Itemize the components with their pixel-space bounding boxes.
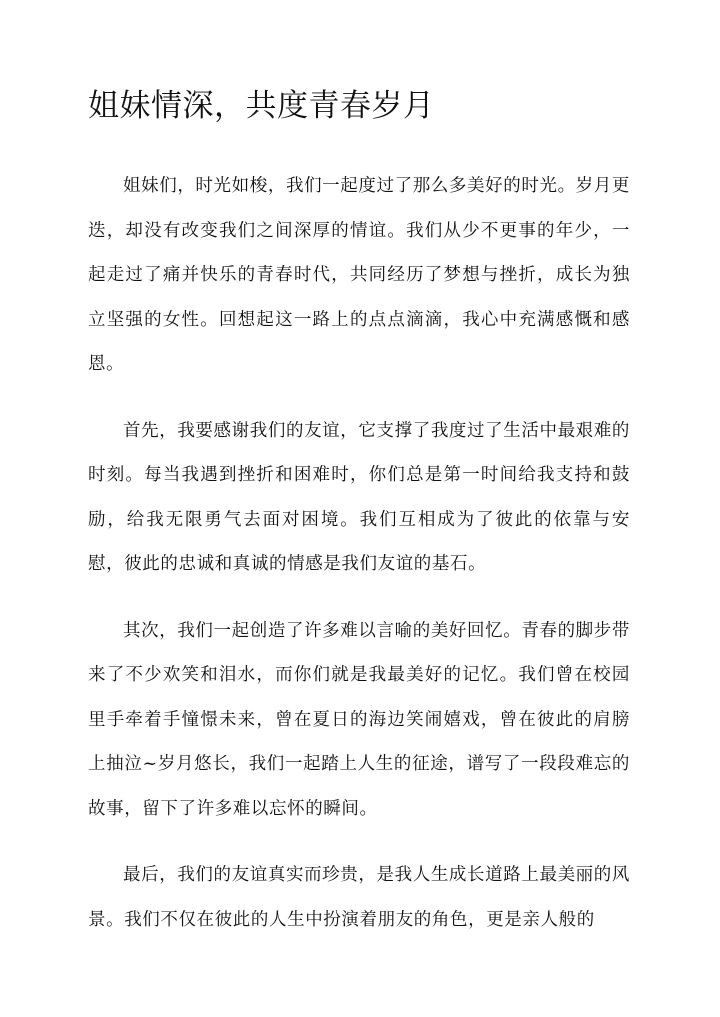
paragraph: 姐妹们，时光如梭，我们一起度过了那么多美好的时光。岁月更迭，却没有改变我们之间深厚的情谊。我们从少不更事的年少，一起走过了痛并快乐的青春时代，共同经历了梦想与挫折，成长为独立坚强的女性。回想起这一路上的点点滴滴，我心中充满感慨和感恩。 [88, 176, 630, 374]
document-body [88, 164, 630, 964]
paragraph: 最后，我们的友谊真实而珍贵，是我人生成长道路上最美丽的风景。我们不仅在彼此的人生中扮演着朋友的角色，更是亲人般的 [88, 865, 630, 930]
paragraph: 首先，我要感谢我们的友谊，它支撑了我度过了生活中最艰难的时刻。每当我遇到挫折和困难时，你们总是第一时间给我支持和鼓励，给我无限勇气去面对困境。我们互相成为了彼此的依靠与安慰，彼此的忠诚和真诚的情感是我们友谊的基石。 [88, 420, 630, 574]
paragraph: 其次，我们一起创造了许多难以言喻的美好回忆。青春的脚步带来了不少欢笑和泪水，而你们就是我最美好的记忆。我们曾在校园里手牵着手憧憬未来，曾在夏日的海边笑闹嬉戏，曾在彼此的肩膀上抽泣~岁月悠长，我们一起踏上人生的征途，谱写了一段段难忘的故事，留下了许多难以忘怀的瞬间。 [88, 620, 630, 819]
document-title: 姐妹情深，共度青春岁月 [88, 88, 435, 124]
